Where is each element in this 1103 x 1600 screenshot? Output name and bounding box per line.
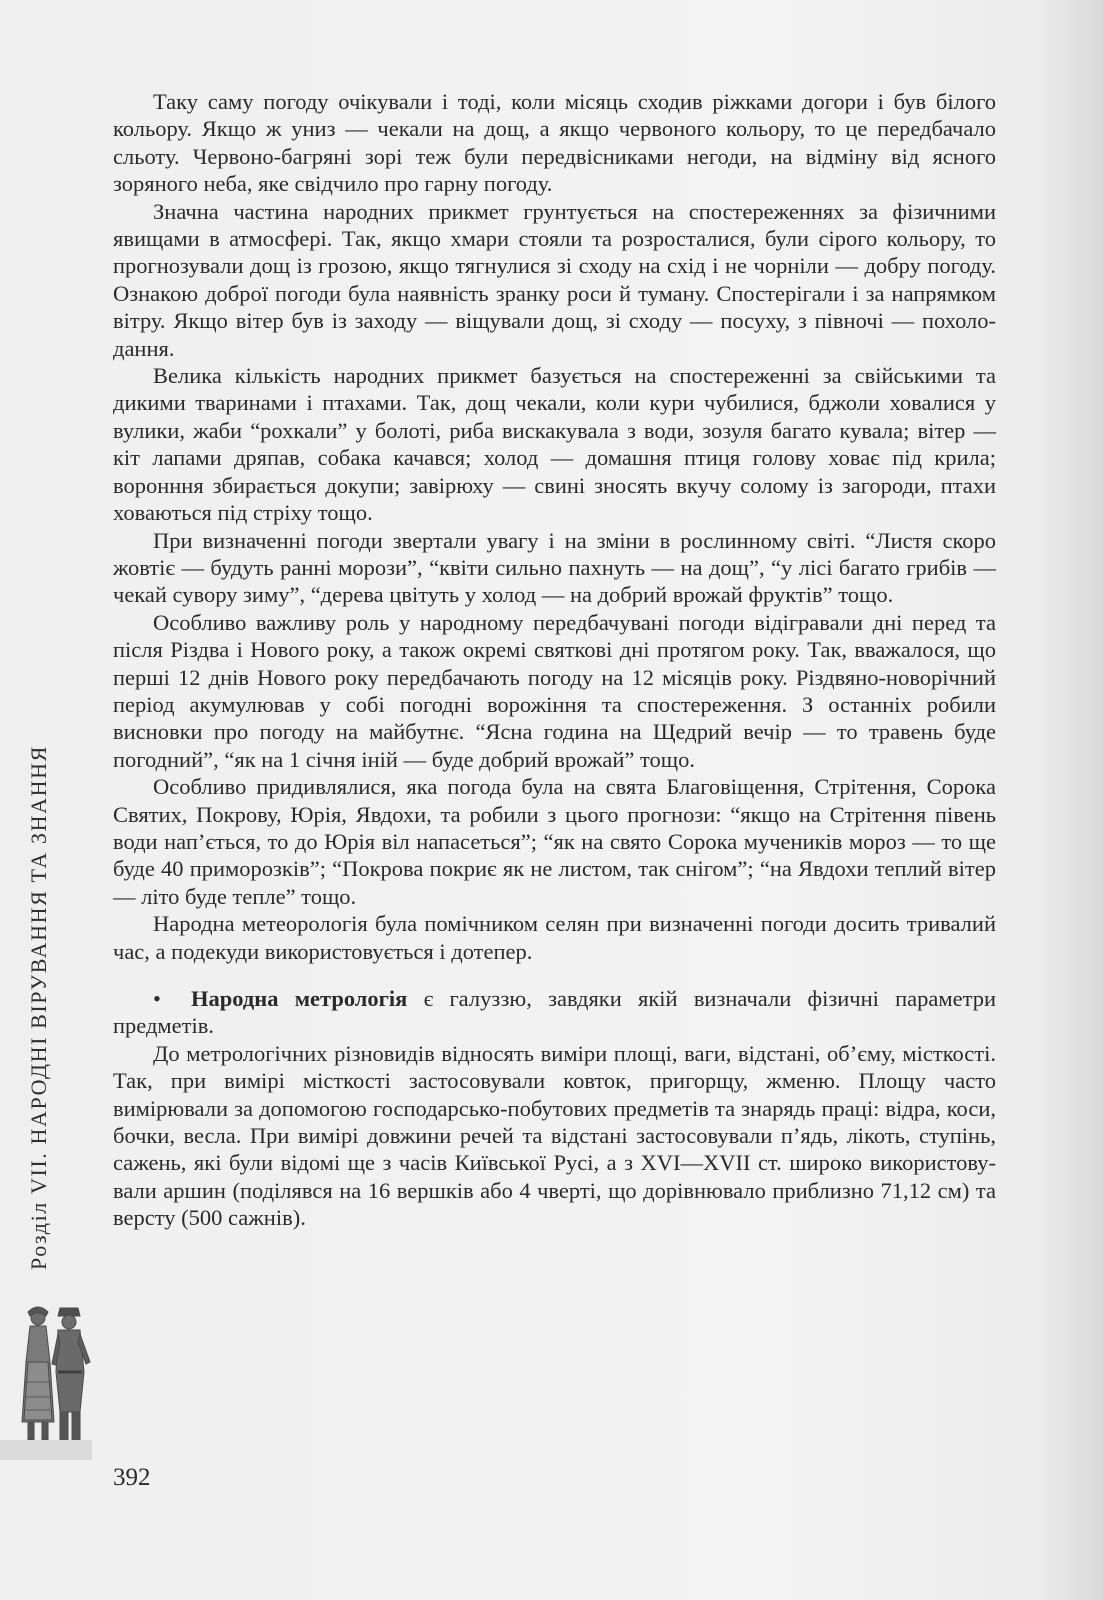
paragraph-atmospheric-signs: Значна частина народних прикмет грунтується на спостереженнях за фізичними явищами в атмосфері. Так, якщо хмари стояли та розросталися, були сірого кольору, то прогнозували дощ із грозою, якщо тягнулися зі сходу на схід і не чорніли — добру погоду. Ознакою доброї погоди була наявність зранку роси й туману. Спостерігали і за напрямком вітру. Якщо вітер був із заходу — віщували дощ, зі сходу — посуху, з півночі — похолодання. (113, 198, 996, 361)
paragraph-holiday-forecasts: Особливо важливу роль у народному передбачувані погоди відігравали дні перед та після Різдва і Нового року, а також окремі святкові дні протягом року. Так, вважалося, що перші 12 днів Нового року передбачають погоду на 12 місяців року. Різдвяно-новорічний період акумулював у собі погодні ворожіння та спостереження. З останніх робили висновки про погоду на майбутнє. “Ясна година на Щедрий вечір — то травень буде погодний”, “як на 1 січня іній — буде добрий врожай” тощо. (113, 609, 996, 772)
paragraph-metrology-units: До метрологічних різновидів відносять виміри площі, ваги, відстані, об’єму, місткості. Так, при вимірі місткості застосовували ковток, пригорщу, жменю. Площу часто вимірювали за допомогою господарсько-побутових предметів та знарядь праці: відра, коси, бочки, весла. При вимірі довжини речей та відстані застосовували п’ядь, лікоть, ступінь, сажень, які були відомі ще з часів Київської Русі, а з XVI—XVII ст. широко використовували аршин (поділявся на 16 вершків або 4 чверті, що дорівнювало приблизно 71,12 см) та версту (500 сажнів). (113, 1040, 996, 1231)
decorative-bar (0, 1440, 92, 1460)
bullet-symbol: • (153, 986, 161, 1011)
metrology-section (113, 985, 996, 1232)
paragraph-meteorology-summary: Народна метеорологія була помічником селян при визначенні погоди досить тривалий час, а подекуди використовується і дотепер. (113, 911, 996, 964)
main-text (113, 88, 996, 1232)
paragraph-animal-signs: Велика кількість народних прикмет базується на спостереженні за свійськими та дикими тваринами і птахами. Так, дощ чекали, коли кури чубилися, бджоли ховалися у вулики, жаби “рохкали” у болоті, риба вискакувала з води, зозуля багато кувала; вітер — кіт лапами дряпав, собака качався; холод — домашня птиця голову ховає під крила; воронння збирається докупи; завірюху — свині зносять вкучу солому із загороди, птахи ховаються під стріху тощо. (113, 363, 996, 526)
metrology-definition: є галуззю, завдяки якій визначали фізичні параметри предметів. (113, 986, 996, 1039)
paragraph-moon-signs: Таку саму погоду очікували і тоді, коли місяць сходив ріжками догори і був білого кольору. Якщо ж униз — чекали на дощ, а якщо червоного кольору, то це передбачало сльоту. Червоно-багряні зорі теж були передвісниками негоди, на відміну від ясного зоряного неба, яке свідчило про гарну погоду. (113, 89, 996, 197)
metrology-term: Народна метрологія (191, 986, 408, 1011)
page-number: 392 (113, 1464, 151, 1491)
paragraph-feast-days: Особливо придивлялися, яка погода була на свята Благовіщення, Стрітення, Сорока Святих, Покрову, Юрія, Явдохи, та робили з цього прогнози: “якщо на Стрітення півень води нап’ється, то до Юрія віл напасеться”; “як на свято Сорока мучеників мороз — то ще буде 40 приморозків”; “Покрова покриє як не листом, так снігом”; “на Явдохи теплий вітер — літо буде тепле” тощо. (113, 774, 996, 909)
section-side-title: Розділ VII. НАРОДНІ ВІРУВАННЯ ТА ЗНАННЯ (26, 745, 51, 1270)
paragraph-plant-signs: При визначенні погоди звертали увагу і на зміни в рослинному світі. “Листя скоро жовтіє — будуть ранні морози”, “квіти сильно пахнуть — на дощ”, “у лісі багато грибів — чекай сувору зиму”, “дерева цвітуть у холод — на добрий врожай фруктів” тощо. (113, 527, 996, 608)
metrology-bullet (113, 985, 996, 1040)
folk-couple-icon (14, 1302, 94, 1457)
